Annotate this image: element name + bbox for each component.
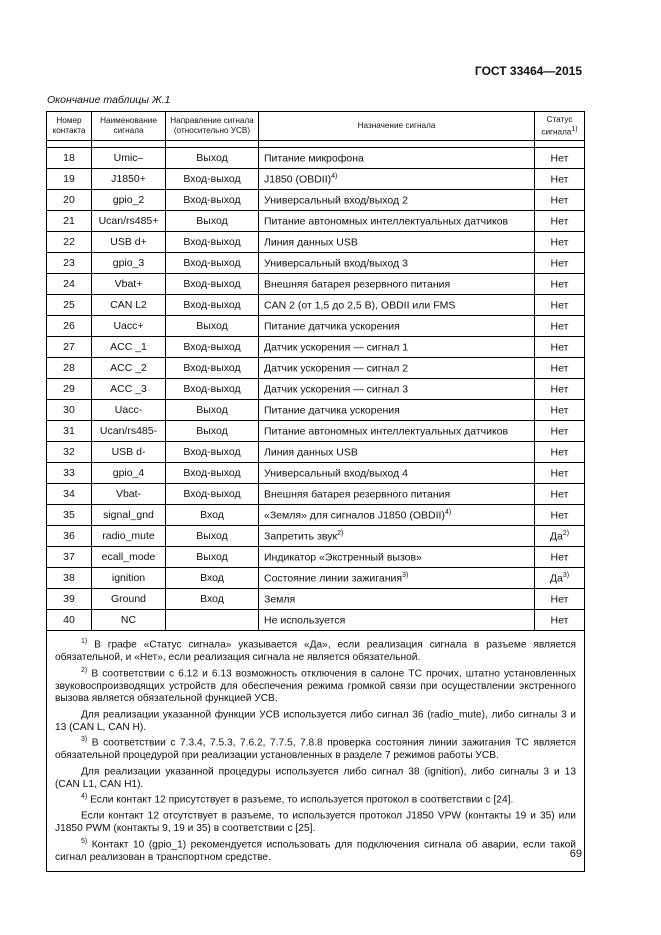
cell-signal-direction: Вход-выход [166, 337, 259, 358]
cell-signal-name: Ground [92, 589, 166, 610]
cell-signal-direction: Вход-выход [166, 379, 259, 400]
cell-signal-purpose: «Земля» для сигналов J1850 (OBDII)$^{4)}$ [259, 505, 535, 526]
cell-signal-direction: Вход-выход [166, 169, 259, 190]
cell-signal-purpose: Питание датчика ускорения [259, 400, 535, 421]
table-row [47, 505, 585, 526]
cell-contact-number: 28 [47, 358, 92, 379]
cell-signal-name: J1850+ [92, 169, 166, 190]
cell-contact-number: 38 [47, 568, 92, 589]
cell-contact-number: 32 [47, 442, 92, 463]
cell-signal-name: CAN L2 [92, 295, 166, 316]
cell-signal-purpose: Питание автономных интеллектуальных датчиков [259, 421, 535, 442]
cell-signal-direction: Вход-выход [166, 190, 259, 211]
cell-signal-purpose: Земля [259, 589, 535, 610]
cell-signal-direction: Вход-выход [166, 274, 259, 295]
cell-contact-number: 31 [47, 421, 92, 442]
cell-signal-status: Нет [535, 295, 585, 316]
table-footnotes [47, 631, 585, 872]
table-row [47, 589, 585, 610]
table-caption: Окончание таблицы Ж.1 [47, 94, 171, 106]
cell-contact-number: 19 [47, 169, 92, 190]
table-row [47, 337, 585, 358]
cell-signal-direction: Выход [166, 526, 259, 547]
cell-contact-number: 30 [47, 400, 92, 421]
cell-contact-number: 39 [47, 589, 92, 610]
table-row [47, 295, 585, 316]
cell-signal-purpose: Запретить звук$^{2)}$ [259, 526, 535, 547]
cell-signal-name: Vbat+ [92, 274, 166, 295]
cell-signal-status: Нет [535, 316, 585, 337]
cell-signal-direction: Выход [166, 211, 259, 232]
cell-signal-purpose: Датчик ускорения — сигнал 1 [259, 337, 535, 358]
cell-signal-name: Vbat- [92, 484, 166, 505]
cell-contact-number: 24 [47, 274, 92, 295]
header-signal-direction: Направление сигнала (относительно УСВ) [166, 112, 259, 141]
table-row [47, 316, 585, 337]
page-number: 69 [569, 848, 582, 860]
cell-signal-purpose: Универсальный вход/выход 4 [259, 463, 535, 484]
table-row [47, 526, 585, 547]
cell-contact-number: 33 [47, 463, 92, 484]
cell-signal-status: Нет [535, 358, 585, 379]
cell-signal-purpose: Состояние линии зажигания$^{3)}$ [259, 568, 535, 589]
cell-contact-number: 40 [47, 610, 92, 631]
table-row [47, 379, 585, 400]
cell-signal-purpose: Внешняя батарея резервного питания [259, 274, 535, 295]
footnote-paragraph: Для реализации указанной функции УСВ используется либо сигнал 36 (radio_mute), либо сигналы 3 и 13 (CAN L, CAN H). [55, 709, 576, 733]
cell-signal-name: Uacc+ [92, 316, 166, 337]
cell-signal-status: Нет [535, 421, 585, 442]
table-row [47, 211, 585, 232]
cell-signal-direction: Вход-выход [166, 463, 259, 484]
cell-signal-status: Нет [535, 547, 585, 568]
cell-signal-direction: Вход [166, 589, 259, 610]
cell-contact-number: 35 [47, 505, 92, 526]
footnote-paragraph: Если контакт 12 отсутствует в разъеме, то используется протокол J1850 VPW (контакты 19 и 35) или J1850 PWM (контакты 9, 19 и 35) в соответствии с [25]. [55, 810, 576, 835]
table-row [47, 232, 585, 253]
cell-signal-name: Uacc- [92, 400, 166, 421]
cell-signal-name: ignition [92, 568, 166, 589]
cell-signal-name: radio_mute [92, 526, 166, 547]
cell-signal-purpose: Линия данных USB [259, 232, 535, 253]
cell-signal-purpose: Датчик ускорения — сигнал 2 [259, 358, 535, 379]
cell-signal-purpose: Индикатор «Экстренный вызов» [259, 547, 535, 568]
table-row [47, 568, 585, 589]
cell-signal-status: Нет [535, 253, 585, 274]
footnote-paragraph: $^{3)}$ В соответствии с 7.3.4, 7.5.3, 7.6.2, 7.7.5, 7.8.8 проверка состояния линии зажигания ТС является обязательной процедурой при реализации установленных в разделе 7 режимов работы УСВ. [55, 736, 576, 762]
table-row [47, 253, 585, 274]
cell-signal-name: ecall_mode [92, 547, 166, 568]
header-signal-status: Статус сигнала$^{1)}$ [535, 112, 585, 141]
table-row [47, 421, 585, 442]
cell-signal-status: Нет [535, 505, 585, 526]
cell-signal-direction: Вход-выход [166, 358, 259, 379]
cell-signal-status: Нет [535, 274, 585, 295]
cell-signal-status: $Да^{2)}$ [535, 526, 585, 547]
cell-signal-status: Нет [535, 610, 585, 631]
cell-signal-purpose: Датчик ускорения — сигнал 3 [259, 379, 535, 400]
cell-signal-status: Нет [535, 463, 585, 484]
document-id: ГОСТ 33464—2015 [474, 64, 582, 78]
footnote-paragraph: $^{5)}$ Контакт 10 (gpio_1) рекомендуется использовать для подключения сигнала об аварии, если такой сигнал реализован в транспортном средстве. [55, 838, 576, 864]
table-row [47, 484, 585, 505]
cell-signal-purpose: Линия данных USB [259, 442, 535, 463]
cell-signal-status: Нет [535, 379, 585, 400]
cell-signal-direction: Вход-выход [166, 295, 259, 316]
cell-signal-direction: Выход [166, 547, 259, 568]
cell-signal-name: Ucan/rs485- [92, 421, 166, 442]
cell-signal-name: Ucan/rs485+ [92, 211, 166, 232]
table-row [47, 169, 585, 190]
cell-contact-number: 25 [47, 295, 92, 316]
cell-contact-number: 34 [47, 484, 92, 505]
cell-signal-purpose: CAN 2 (от 1,5 до 2,5 В), OBDII или FMS [259, 295, 535, 316]
cell-signal-name: ACC _3 [92, 379, 166, 400]
header-signal-purpose: Назначение сигнала [259, 112, 535, 141]
table-row [47, 148, 585, 169]
cell-contact-number: 18 [47, 148, 92, 169]
header-signal-name: Наименование сигнала [92, 112, 166, 141]
cell-signal-name: gpio_4 [92, 463, 166, 484]
cell-signal-direction: Вход-выход [166, 442, 259, 463]
table-row [47, 442, 585, 463]
cell-signal-status: Нет [535, 484, 585, 505]
table-row [47, 463, 585, 484]
footnote-paragraph: $^{1)}$ В графе «Статус сигнала» указывается «Да», если реализация сигнала в разъеме является обязательной, и «Нет», если реализация сигнала не является обязательной. [55, 638, 576, 663]
cell-signal-status: $Да^{3)}$ [535, 568, 585, 589]
cell-signal-direction: Выход [166, 148, 259, 169]
cell-signal-status: Нет [535, 148, 585, 169]
cell-signal-direction: Выход [166, 316, 259, 337]
cell-signal-name: ACC _2 [92, 358, 166, 379]
cell-signal-purpose: Питание микрофона [259, 148, 535, 169]
cell-signal-status: Нет [535, 211, 585, 232]
cell-signal-status: Нет [535, 400, 585, 421]
signal-table [46, 111, 585, 872]
cell-contact-number: 23 [47, 253, 92, 274]
cell-signal-status: Нет [535, 442, 585, 463]
cell-contact-number: 22 [47, 232, 92, 253]
footnote-paragraph: Для реализации указанной процедуры используется либо сигнал 38 (ignition), либо сигналы 3 и 13 (CAN L1, CAN H1). [55, 766, 576, 790]
cell-contact-number: 21 [47, 211, 92, 232]
cell-signal-name: gpio_2 [92, 190, 166, 211]
cell-signal-direction: Вход [166, 568, 259, 589]
cell-signal-direction: Выход [166, 421, 259, 442]
cell-signal-purpose: Универсальный вход/выход 2 [259, 190, 535, 211]
cell-contact-number: 26 [47, 316, 92, 337]
table-row [47, 358, 585, 379]
cell-signal-direction: Выход [166, 400, 259, 421]
table-row [47, 547, 585, 568]
cell-signal-name: Umic– [92, 148, 166, 169]
cell-signal-purpose: Внешняя батарея резервного питания [259, 484, 535, 505]
cell-signal-purpose: Универсальный вход/выход 3 [259, 253, 535, 274]
cell-signal-status: Нет [535, 190, 585, 211]
cell-signal-name: signal_gnd [92, 505, 166, 526]
table-row [47, 274, 585, 295]
cell-contact-number: 27 [47, 337, 92, 358]
cell-signal-direction: Вход [166, 505, 259, 526]
cell-contact-number: 20 [47, 190, 92, 211]
cell-signal-name: NC [92, 610, 166, 631]
cell-signal-direction [166, 610, 259, 631]
table-row [47, 610, 585, 631]
table-row [47, 400, 585, 421]
cell-signal-status: Нет [535, 589, 585, 610]
cell-contact-number: 29 [47, 379, 92, 400]
cell-signal-status: Нет [535, 232, 585, 253]
cell-signal-name: ACC _1 [92, 337, 166, 358]
cell-signal-purpose: Питание датчика ускорения [259, 316, 535, 337]
cell-signal-direction: Вход-выход [166, 232, 259, 253]
cell-signal-status: Нет [535, 169, 585, 190]
cell-signal-direction: Вход-выход [166, 484, 259, 505]
cell-signal-name: USB d+ [92, 232, 166, 253]
cell-signal-name: gpio_3 [92, 253, 166, 274]
cell-signal-purpose: J1850 (OBDII)$^{4)}$ [259, 169, 535, 190]
cell-signal-status: Нет [535, 337, 585, 358]
cell-contact-number: 37 [47, 547, 92, 568]
table-header-row [47, 112, 585, 141]
footnote-paragraph: $^{4)}$ Если контакт 12 присутствует в разъеме, то используется протокол в соответствии с [24]. [81, 793, 514, 806]
cell-signal-purpose: Питание автономных интеллектуальных датчиков [259, 211, 535, 232]
cell-signal-direction: Вход-выход [166, 253, 259, 274]
cell-signal-purpose: Не используется [259, 610, 535, 631]
footnote-paragraph: $^{2)}$ В соответствии с 6.12 и 6.13 возможность отключения в салоне ТС прочих, штатно установленных звуковоспроизводящих устройств для обеспечения режима громкой связи при осуществлении экстренного вызова является обязательной функцией УСВ. [55, 666, 576, 705]
header-contact-number: Номер контакта [47, 112, 92, 141]
cell-signal-name: USB d- [92, 442, 166, 463]
table-row [47, 190, 585, 211]
cell-contact-number: 36 [47, 526, 92, 547]
